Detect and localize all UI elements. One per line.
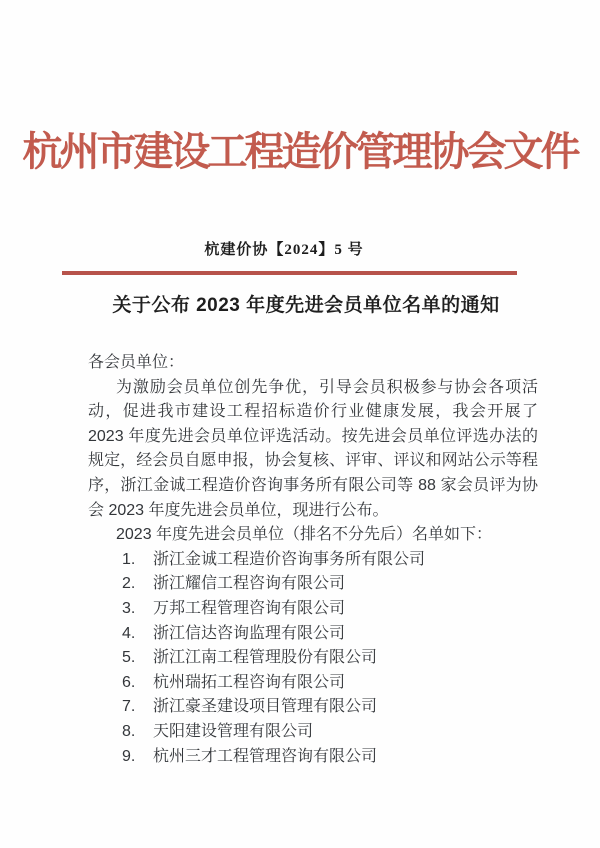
member-list-item (88, 745, 538, 770)
list-item-company-name: 杭州瑞拓工程咨询有限公司 (153, 673, 346, 691)
member-list-item (88, 720, 538, 745)
list-item-number: 6. (122, 673, 136, 691)
notice-title: 关于公布 2023 年度先进会员单位名单的通知 (112, 295, 500, 316)
list-item-number: 3. (122, 599, 136, 617)
list-item-company-name: 天阳建设管理有限公司 (153, 722, 314, 740)
list-item-company-name: 杭州三才工程管理咨询有限公司 (153, 747, 378, 765)
document-banner-title: 杭州市建设工程造价管理协会文件 (22, 129, 578, 174)
list-item-company-name: 万邦工程管理咨询有限公司 (153, 599, 346, 617)
list-item-number: 8. (122, 722, 136, 740)
member-list-item (88, 548, 538, 573)
notice-body (88, 351, 538, 769)
list-item-company-name: 浙江金诚工程造价咨询事务所有限公司 (153, 550, 426, 568)
member-unit-list (88, 548, 538, 769)
salutation: 各会员单位： (88, 354, 185, 371)
member-list-item (88, 646, 538, 671)
member-list-item (88, 671, 538, 696)
list-item-company-name: 浙江豪圣建设项目管理有限公司 (153, 698, 378, 716)
body-paragraph-2: 2023 年度先进会员单位（排名不分先后）名单如下： (116, 526, 493, 544)
list-item-number: 1. (122, 550, 136, 568)
list-item-company-name: 浙江江南工程管理股份有限公司 (153, 649, 378, 667)
list-item-number: 2. (122, 575, 136, 593)
list-item-number: 4. (122, 624, 136, 642)
list-item-number: 9. (122, 747, 136, 765)
list-item-company-name: 浙江耀信工程咨询有限公司 (153, 575, 346, 593)
body-paragraph-1: 为激励会员单位创先争优，引导会员积极参与协会各项活动，促进我市建设工程招标造价行业健康发展，我会开展了 2023 年度先进会员单位评选活动。按先进会员单位评选办法的规定，经会员自愿申报，协会复核、评审、评议和网站公示等程序，浙江金诚工程造价咨询事务所有限公司等 88 家会员评为协会 2023 年度先进会员单位，现进行公布。 (88, 378, 538, 519)
list-item-number: 5. (122, 649, 136, 667)
list-item-company-name: 浙江信达咨询监理有限公司 (153, 624, 346, 642)
document-reference-number: 杭建价协【2024】5 号 (204, 242, 364, 258)
red-divider-rule (62, 271, 517, 275)
member-list-item (88, 695, 538, 720)
member-list-item (88, 597, 538, 622)
member-list-item (88, 622, 538, 647)
member-list-item (88, 572, 538, 597)
list-item-number: 7. (122, 698, 136, 716)
